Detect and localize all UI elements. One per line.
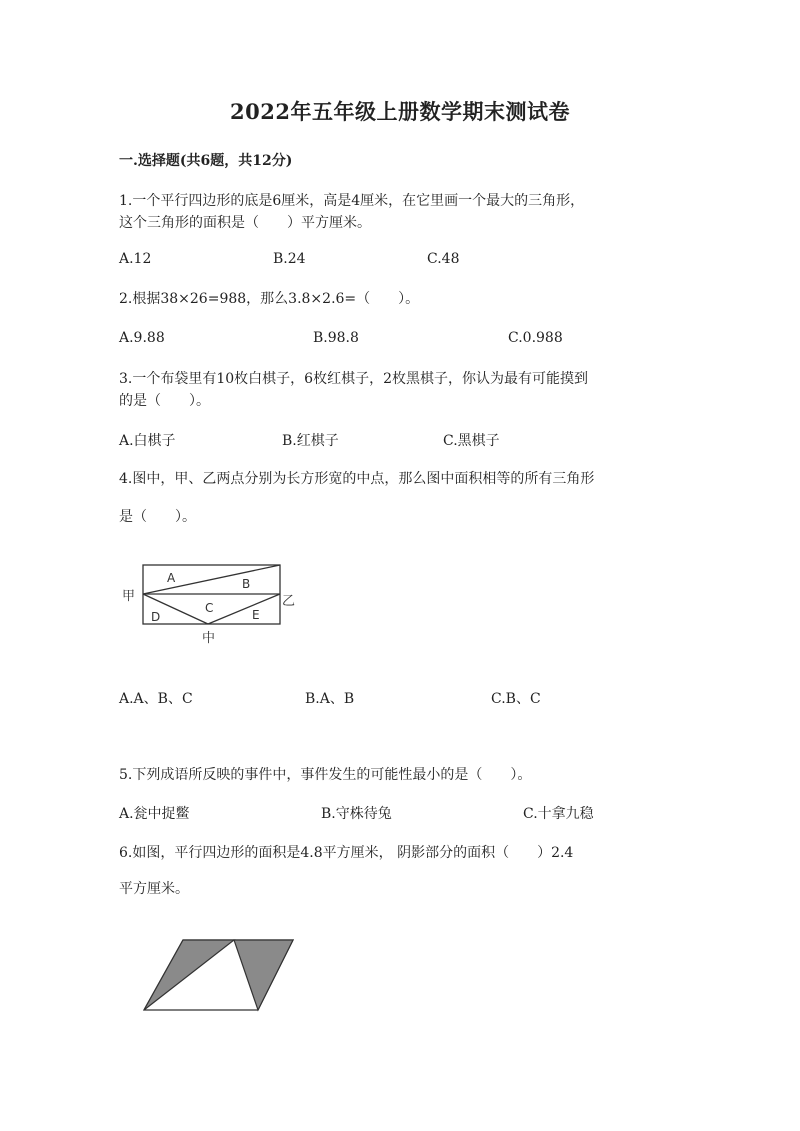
parallelogram-shaded-figure <box>138 930 303 1015</box>
figure-label-e: E <box>252 608 260 622</box>
question-6-line-2: 平方厘米。 <box>119 881 189 897</box>
question-3-option-a[interactable]: A.白棋子 <box>119 433 176 449</box>
question-2-option-b[interactable]: B.98.8 <box>313 330 359 346</box>
question-4-option-b[interactable]: B.A、B <box>305 691 355 707</box>
question-2-option-a[interactable]: A.9.88 <box>119 330 165 346</box>
section-heading: 一.选择题(共6题，共12分) <box>119 153 293 169</box>
question-6-line-1: 6.如图，平行四边形的面积是4.8平方厘米， 阴影部分的面积（ ）2.4 <box>119 845 574 861</box>
question-2-option-c[interactable]: C.0.988 <box>508 330 563 346</box>
figure-label-a: A <box>167 571 176 585</box>
question-5-line-1: 5.下列成语所反映的事件中，事件发生的可能性最小的是（ ）。 <box>119 767 532 783</box>
figure-label-jia: 甲 <box>122 589 136 604</box>
page-title: 2022年五年级上册数学期末测试卷 <box>230 99 570 124</box>
figure-label-d: D <box>151 610 161 624</box>
question-3-line-1: 3.一个布袋里有10枚白棋子，6枚红棋子，2枚黑棋子，你认为最有可能摸到 <box>119 371 588 387</box>
question-5-option-b[interactable]: B.守株待兔 <box>321 806 392 822</box>
question-5-option-c[interactable]: C.十拿九稳 <box>523 806 594 822</box>
question-4-option-a[interactable]: A.A、B、C <box>119 691 193 707</box>
figure-label-yi: 乙 <box>282 594 296 609</box>
figure-diagonal-line <box>143 565 280 594</box>
figure-label-zhong: 中 <box>202 631 216 646</box>
question-1-option-c[interactable]: C.48 <box>427 251 460 267</box>
figure-label-b: B <box>242 577 251 591</box>
question-4-line-2: 是（ ）。 <box>119 509 196 525</box>
question-2-line-1: 2.根据38×26=988，那么3.8×2.6=（ ）。 <box>119 291 420 307</box>
question-1-option-a[interactable]: A.12 <box>119 251 152 267</box>
question-1-option-b[interactable]: B.24 <box>273 251 306 267</box>
figure-label-c: C <box>205 601 214 615</box>
question-3-option-b[interactable]: B.红棋子 <box>282 433 339 449</box>
question-4-line-1: 4.图中，甲、乙两点分别为长方形宽的中点，那么图中面积相等的所有三角形 <box>119 471 595 487</box>
question-3-option-c[interactable]: C.黑棋子 <box>443 433 500 449</box>
question-5-option-a[interactable]: A.瓮中捉鳖 <box>119 806 190 822</box>
question-1-line-1: 1.一个平行四边形的底是6厘米，高是4厘米，在它里画一个最大的三角形， <box>119 193 585 209</box>
question-1-line-2: 这个三角形的面积是（ ）平方厘米。 <box>119 215 371 231</box>
rectangle-triangles-figure <box>118 555 308 650</box>
question-4-option-c[interactable]: C.B、C <box>491 691 541 707</box>
question-3-line-2: 的是（ ）。 <box>119 393 210 409</box>
figure-right-slant <box>208 594 280 624</box>
